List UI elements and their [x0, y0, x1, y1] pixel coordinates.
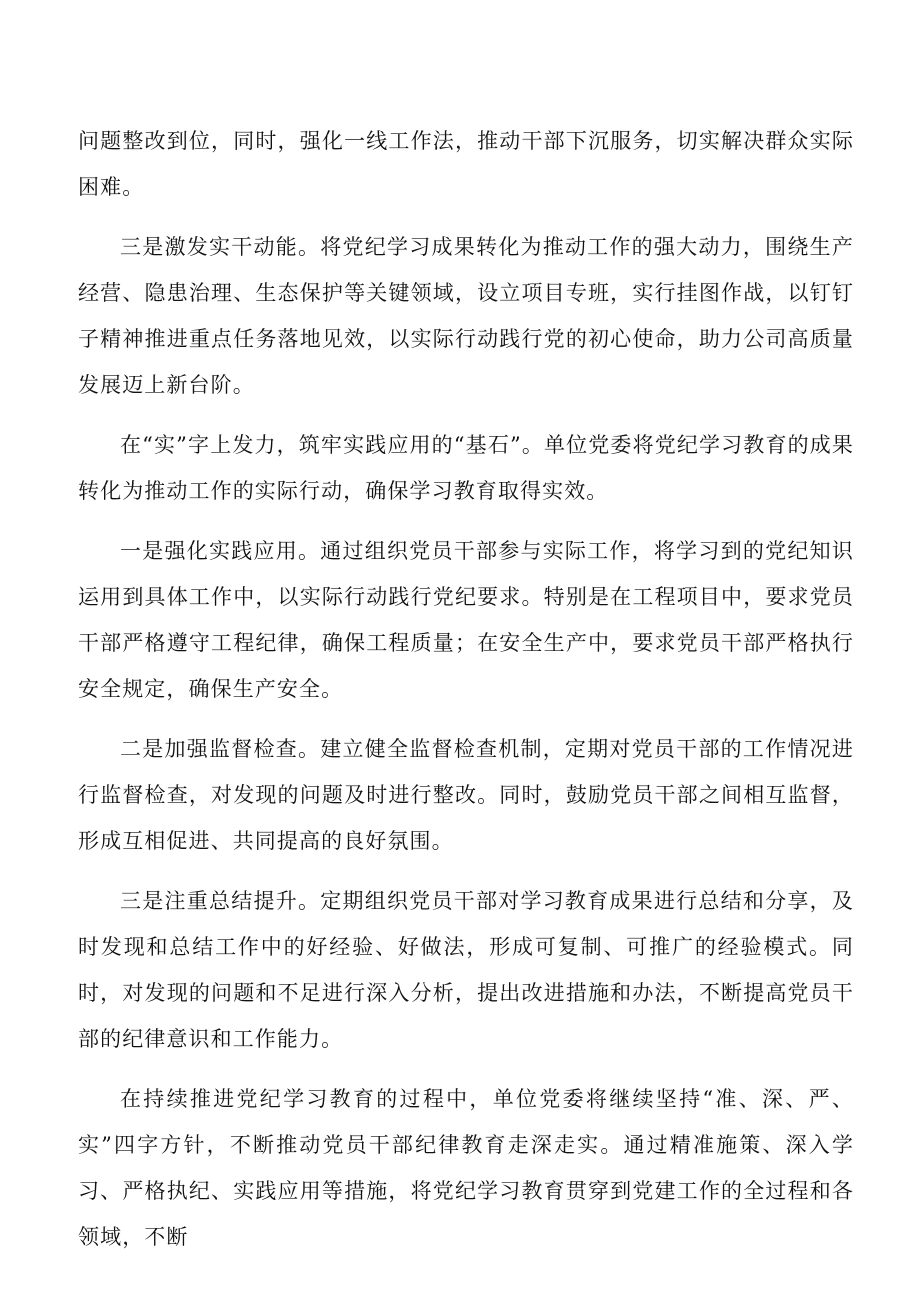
- paragraph-practice-application: 一是强化实践应用。通过组织党员干部参与实际工作，将学习到的党纪知识运用到具体工作中，以实际行动践行党纪要求。特别是在工程项目中，要求党员干部严格遵守工程纪律，确保工程质量；在安全生产中，要求党员干部严格执行安全规定，确保生产安全。: [78, 539, 854, 701]
- paragraph-summary: 三是注重总结提升。定期组织党员干部对学习教育成果进行总结和分享，及时发现和总结工作中的好经验、好做法，形成可复制、可推广的经验模式。同时，对发现的问题和不足进行深入分析，提出改进措施和办法，不断提高党员干部的纪律意识和工作能力。: [78, 889, 854, 1051]
- paragraph-continued: 问题整改到位，同时，强化一线工作法，推动干部下沉服务，切实解决群众实际困难。: [78, 129, 854, 199]
- paragraph-practice-heading: 在“实”字上发力，筑牢实践应用的“基石”。单位党委将党纪学习教育的成果转化为推动工作的实际行动，确保学习教育取得实效。: [78, 433, 854, 503]
- document-body: [78, 118, 854, 1274]
- paragraph-continue-education: 在持续推进党纪学习教育的过程中，单位党委将继续坚持“准、深、严、实”四字方针，不断推动党员干部纪律教育走深走实。通过精准施策、深入学习、严格执纪、实践应用等措施，将党纪学习教育贯穿到党建工作的全过程和各领域，不断: [78, 1087, 854, 1249]
- paragraph-supervision: 二是加强监督检查。建立健全监督检查机制，定期对党员干部的工作情况进行监督检查，对发现的问题及时进行整改。同时，鼓励党员干部之间相互监督，形成互相促进、共同提高的良好氛围。: [78, 737, 854, 853]
- paragraph-inspire-action: 三是激发实干动能。将党纪学习成果转化为推动工作的强大动力，围绕生产经营、隐患治理、生态保护等关键领域，设立项目专班，实行挂图作战，以钉钉子精神推进重点任务落地见效，以实际行动践行党的初心使命，助力公司高质量发展迈上新台阶。: [78, 235, 854, 397]
